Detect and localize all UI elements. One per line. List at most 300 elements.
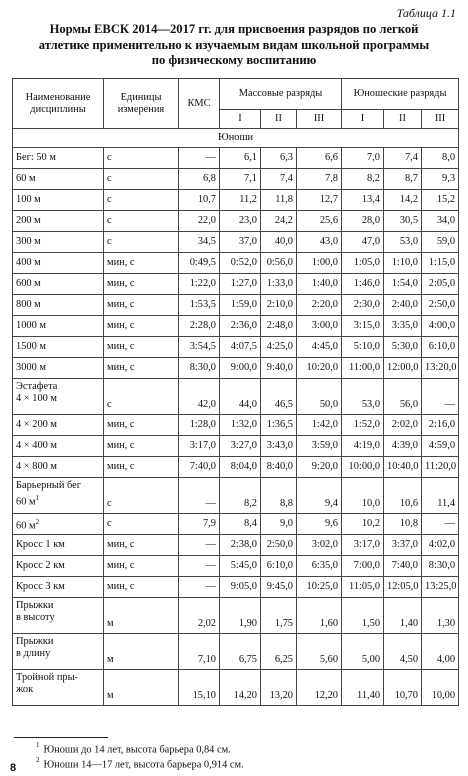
value-cell: 3:17,0 [342, 535, 384, 556]
value-cell: 59,0 [422, 232, 459, 253]
discipline-text: 100 м [16, 194, 41, 205]
value-cell: 9,6 [297, 514, 342, 535]
discipline-text: 800 м [16, 299, 41, 310]
table-row [13, 577, 459, 598]
value-cell: 1,60 [297, 598, 342, 634]
table-row [13, 514, 459, 535]
discipline-line [16, 612, 100, 624]
value-cell: 1:32,0 [220, 415, 261, 436]
value-cell: 22,0 [179, 211, 220, 232]
value-cell: 6,3 [261, 148, 297, 169]
value-cell: 5:45,0 [220, 556, 261, 577]
discipline-line [16, 684, 100, 696]
value-cell: 2:50,0 [422, 295, 459, 316]
value-cell: 53,0 [342, 379, 384, 415]
value-cell: 8,7 [384, 169, 422, 190]
unit-cell: мин, с [104, 253, 179, 274]
discipline-cell [13, 211, 104, 232]
discipline-text: 4 × 200 м [16, 419, 58, 430]
value-cell: 11,8 [261, 190, 297, 211]
norms-table [12, 78, 459, 706]
unit-cell: мин, с [104, 556, 179, 577]
value-cell: 46,5 [261, 379, 297, 415]
value-cell: 7,4 [384, 148, 422, 169]
value-cell: 1:54,0 [384, 274, 422, 295]
footnote [36, 757, 244, 770]
discipline-line [16, 215, 100, 227]
value-cell: — [422, 379, 459, 415]
discipline-line [16, 539, 100, 551]
value-cell: 11:05,0 [342, 577, 384, 598]
discipline-line [16, 672, 100, 684]
discipline-cell [13, 457, 104, 478]
table-row [13, 274, 459, 295]
value-cell: 1:05,0 [342, 253, 384, 274]
discipline-cell [13, 670, 104, 706]
value-cell: 13,4 [342, 190, 384, 211]
value-cell: 4:00,0 [422, 316, 459, 337]
unit-cell: с [104, 169, 179, 190]
value-cell: 8,0 [422, 148, 459, 169]
discipline-line [16, 461, 100, 473]
value-cell: 37,0 [220, 232, 261, 253]
unit-cell: мин, с [104, 358, 179, 379]
unit-cell: мин, с [104, 535, 179, 556]
value-cell: 10:25,0 [297, 577, 342, 598]
value-cell: 8:30,0 [179, 358, 220, 379]
discipline-line [16, 516, 100, 532]
value-cell: 2:30,0 [342, 295, 384, 316]
discipline-text: Кросс 1 км [16, 539, 65, 550]
discipline-text: Кросс 3 км [16, 581, 65, 592]
discipline-cell [13, 295, 104, 316]
value-cell: 11:00,0 [342, 358, 384, 379]
value-cell: 1,30 [422, 598, 459, 634]
discipline-text: в длину [16, 648, 51, 659]
discipline-text: 400 м [16, 257, 41, 268]
footnote-mark: 1 [36, 741, 40, 749]
footnote-ref: 2 [35, 517, 40, 526]
value-cell: 11,2 [220, 190, 261, 211]
discipline-line [16, 440, 100, 452]
value-cell: 11,40 [342, 670, 384, 706]
discipline-line [16, 600, 100, 612]
value-cell: 8,2 [220, 478, 261, 514]
value-cell: 9,3 [422, 169, 459, 190]
value-cell: 13:20,0 [422, 358, 459, 379]
table-row [13, 478, 459, 514]
table-title [14, 22, 454, 69]
table-row [13, 316, 459, 337]
value-cell: 11,4 [422, 478, 459, 514]
value-cell: 8,2 [342, 169, 384, 190]
value-cell: 8,8 [261, 478, 297, 514]
unit-cell: м [104, 634, 179, 670]
discipline-text: Эстафета [16, 381, 58, 392]
header-discipline: Наименование дисциплины [13, 79, 104, 129]
value-cell: 42,0 [179, 379, 220, 415]
value-cell: 10,8 [384, 514, 422, 535]
value-cell: 1,75 [261, 598, 297, 634]
discipline-text: 200 м [16, 215, 41, 226]
discipline-text: 4 × 100 м [16, 393, 58, 404]
value-cell: 0:49,5 [179, 253, 220, 274]
value-cell: 9:00,0 [220, 358, 261, 379]
table-row [13, 211, 459, 232]
value-cell: 9:40,0 [261, 358, 297, 379]
value-cell: 2:48,0 [261, 316, 297, 337]
value-cell: 8:30,0 [422, 556, 459, 577]
table-row [13, 190, 459, 211]
value-cell: 2:05,0 [422, 274, 459, 295]
value-cell: 1,90 [220, 598, 261, 634]
value-cell: 15,10 [179, 670, 220, 706]
value-cell: — [179, 478, 220, 514]
value-cell: 14,2 [384, 190, 422, 211]
value-cell: 10,00 [422, 670, 459, 706]
discipline-line [16, 648, 100, 660]
value-cell: 10,7 [179, 190, 220, 211]
value-cell: 40,0 [261, 232, 297, 253]
footnote-rule [14, 737, 108, 738]
discipline-line [16, 236, 100, 248]
value-cell: 12,20 [297, 670, 342, 706]
value-cell: — [179, 577, 220, 598]
header-kms: КМС [179, 79, 220, 129]
value-cell: 5:10,0 [342, 337, 384, 358]
value-cell: 4:59,0 [422, 436, 459, 457]
value-cell: 9:20,0 [297, 457, 342, 478]
value-cell: 6,8 [179, 169, 220, 190]
value-cell: — [422, 514, 459, 535]
discipline-line [16, 492, 100, 508]
header-rank: I [342, 110, 384, 129]
discipline-cell [13, 598, 104, 634]
discipline-cell [13, 577, 104, 598]
value-cell: 10:00,0 [342, 457, 384, 478]
title-line: атлетике применительно к изучаемым видам школьной программы [38, 37, 430, 52]
header-youth-ranks: Юношеские разряды [342, 79, 459, 110]
discipline-text: 3000 м [16, 362, 46, 373]
value-cell: 1:46,0 [342, 274, 384, 295]
unit-cell: мин, с [104, 337, 179, 358]
discipline-line [16, 278, 100, 290]
value-cell: 28,0 [342, 211, 384, 232]
discipline-text: 4 × 800 м [16, 461, 58, 472]
value-cell: 7,8 [297, 169, 342, 190]
value-cell: 1:42,0 [297, 415, 342, 436]
value-cell: 10:20,0 [297, 358, 342, 379]
value-cell: 8:04,0 [220, 457, 261, 478]
value-cell: 1:59,0 [220, 295, 261, 316]
value-cell: 2:36,0 [220, 316, 261, 337]
discipline-cell [13, 316, 104, 337]
unit-cell: мин, с [104, 316, 179, 337]
value-cell: 4:19,0 [342, 436, 384, 457]
table-row [13, 670, 459, 706]
header-rank: II [384, 110, 422, 129]
discipline-line [16, 257, 100, 269]
value-cell: 15,2 [422, 190, 459, 211]
discipline-line [16, 194, 100, 206]
value-cell: 34,0 [422, 211, 459, 232]
value-cell: 7:40,0 [384, 556, 422, 577]
value-cell: 0:56,0 [261, 253, 297, 274]
value-cell: 1:52,0 [342, 415, 384, 436]
discipline-line [16, 581, 100, 593]
value-cell: 25,6 [297, 211, 342, 232]
header-units: Единицы измерения [104, 79, 179, 129]
value-cell: 3:17,0 [179, 436, 220, 457]
value-cell: 7,9 [179, 514, 220, 535]
value-cell: 14,20 [220, 670, 261, 706]
value-cell: 13:25,0 [422, 577, 459, 598]
discipline-text: Барьерный бег [16, 480, 82, 491]
table-row [13, 436, 459, 457]
discipline-cell [13, 169, 104, 190]
table-row [13, 337, 459, 358]
value-cell: 2:38,0 [220, 535, 261, 556]
table-row [13, 598, 459, 634]
value-cell: 34,5 [179, 232, 220, 253]
discipline-text: 300 м [16, 236, 41, 247]
table-row [13, 148, 459, 169]
unit-cell: с [104, 211, 179, 232]
value-cell: 23,0 [220, 211, 261, 232]
value-cell: 2,02 [179, 598, 220, 634]
value-cell: 1:40,0 [297, 274, 342, 295]
unit-cell: мин, с [104, 436, 179, 457]
discipline-cell [13, 634, 104, 670]
value-cell: 6,25 [261, 634, 297, 670]
discipline-cell [13, 379, 104, 415]
footnote [36, 742, 231, 755]
value-cell: 0:52,0 [220, 253, 261, 274]
discipline-cell [13, 337, 104, 358]
value-cell: 7,1 [220, 169, 261, 190]
value-cell: 2:16,0 [422, 415, 459, 436]
value-cell: 3:02,0 [297, 535, 342, 556]
discipline-cell [13, 514, 104, 535]
value-cell: — [179, 556, 220, 577]
table-row [13, 253, 459, 274]
value-cell: 44,0 [220, 379, 261, 415]
footnote-ref: 1 [35, 494, 40, 502]
value-cell: 1:27,0 [220, 274, 261, 295]
value-cell: 1,50 [342, 598, 384, 634]
discipline-line [16, 152, 100, 164]
value-cell: 2:02,0 [384, 415, 422, 436]
discipline-text: Прыжки [16, 600, 54, 611]
value-cell: 53,0 [384, 232, 422, 253]
value-cell: 2:10,0 [261, 295, 297, 316]
discipline-cell [13, 274, 104, 295]
value-cell: 6:10,0 [422, 337, 459, 358]
discipline-text: 60 м [16, 520, 36, 532]
value-cell: 12,7 [297, 190, 342, 211]
header-rank: III [422, 110, 459, 129]
value-cell: 10,70 [384, 670, 422, 706]
discipline-cell [13, 436, 104, 457]
discipline-line [16, 362, 100, 374]
value-cell: 2:28,0 [179, 316, 220, 337]
value-cell: 8,4 [220, 514, 261, 535]
value-cell: 9:45,0 [261, 577, 297, 598]
unit-cell: с [104, 148, 179, 169]
table-row [13, 295, 459, 316]
unit-cell: с [104, 379, 179, 415]
value-cell: 6:35,0 [297, 556, 342, 577]
value-cell: 12:05,0 [384, 577, 422, 598]
table-row [13, 358, 459, 379]
group-label: Юноши [13, 129, 459, 148]
table-row [13, 457, 459, 478]
value-cell: 7:40,0 [179, 457, 220, 478]
discipline-line [16, 341, 100, 353]
discipline-line [16, 560, 100, 572]
table-row [13, 232, 459, 253]
unit-cell: с [104, 190, 179, 211]
discipline-line [16, 299, 100, 311]
value-cell: 3:37,0 [384, 535, 422, 556]
discipline-cell [13, 556, 104, 577]
discipline-line [16, 636, 100, 648]
value-cell: 13,20 [261, 670, 297, 706]
value-cell: 1:28,0 [179, 415, 220, 436]
footnote-text: Юноши до 14 лет, высота барьера 0,84 см. [43, 744, 231, 756]
discipline-text: Прыжки [16, 636, 54, 647]
title-line: по физическому воспитанию [151, 53, 317, 67]
value-cell: 12:00,0 [384, 358, 422, 379]
value-cell: 3:43,0 [261, 436, 297, 457]
value-cell: 10,0 [342, 478, 384, 514]
value-cell: 2:40,0 [384, 295, 422, 316]
unit-cell: мин, с [104, 274, 179, 295]
value-cell: 47,0 [342, 232, 384, 253]
value-cell: 1,40 [384, 598, 422, 634]
discipline-text: 600 м [16, 278, 41, 289]
value-cell: — [179, 148, 220, 169]
value-cell: 3:35,0 [384, 316, 422, 337]
table-row [13, 379, 459, 415]
value-cell: 3:00,0 [297, 316, 342, 337]
discipline-text: 60 м [16, 496, 36, 508]
value-cell: 6:10,0 [261, 556, 297, 577]
discipline-text: Кросс 2 км [16, 560, 65, 571]
page-number: 8 [10, 762, 17, 774]
discipline-text: 4 × 400 м [16, 440, 58, 451]
value-cell: 1:10,0 [384, 253, 422, 274]
discipline-text: Тройной пры- [16, 672, 79, 683]
unit-cell: мин, с [104, 295, 179, 316]
value-cell: 11:20,0 [422, 457, 459, 478]
discipline-text: 1000 м [16, 320, 46, 331]
value-cell: 6,1 [220, 148, 261, 169]
unit-cell: мин, с [104, 457, 179, 478]
discipline-line [16, 480, 100, 492]
table-row [13, 556, 459, 577]
value-cell: 7,0 [342, 148, 384, 169]
discipline-cell [13, 478, 104, 514]
value-cell: 9,4 [297, 478, 342, 514]
value-cell: 4:07,5 [220, 337, 261, 358]
value-cell: 5:30,0 [384, 337, 422, 358]
value-cell: 1:33,0 [261, 274, 297, 295]
value-cell: 1:36,5 [261, 415, 297, 436]
discipline-cell [13, 232, 104, 253]
discipline-line [16, 381, 100, 393]
value-cell: — [179, 535, 220, 556]
unit-cell: с [104, 478, 179, 514]
value-cell: 6,75 [220, 634, 261, 670]
value-cell: 7,4 [261, 169, 297, 190]
value-cell: 10:40,0 [384, 457, 422, 478]
header-mass-ranks: Массовые разряды [220, 79, 342, 110]
title-line: Нормы ЕВСК 2014—2017 гг. для присвоения разрядов по легкой [49, 22, 419, 36]
discipline-line [16, 173, 100, 185]
value-cell: 30,5 [384, 211, 422, 232]
value-cell: 6,6 [297, 148, 342, 169]
value-cell: 10,2 [342, 514, 384, 535]
value-cell: 3:15,0 [342, 316, 384, 337]
discipline-text: 1500 м [16, 341, 46, 352]
table-row [13, 535, 459, 556]
unit-cell: м [104, 598, 179, 634]
discipline-cell [13, 535, 104, 556]
unit-cell: с [104, 514, 179, 535]
header-rank: I [220, 110, 261, 129]
value-cell: 50,0 [297, 379, 342, 415]
table-row [13, 169, 459, 190]
discipline-cell [13, 148, 104, 169]
value-cell: 1:22,0 [179, 274, 220, 295]
value-cell: 56,0 [384, 379, 422, 415]
footnote-mark: 2 [36, 756, 40, 764]
value-cell: 1:53,5 [179, 295, 220, 316]
discipline-line [16, 393, 100, 405]
value-cell: 3:54,5 [179, 337, 220, 358]
value-cell: 3:27,0 [220, 436, 261, 457]
value-cell: 5,00 [342, 634, 384, 670]
footnote-text: Юноши 14—17 лет, высота барьера 0,914 см. [43, 759, 244, 771]
discipline-text: 60 м [16, 173, 36, 184]
value-cell: 1:00,0 [297, 253, 342, 274]
value-cell: 2:20,0 [297, 295, 342, 316]
discipline-cell [13, 190, 104, 211]
unit-cell: мин, с [104, 415, 179, 436]
value-cell: 3:59,0 [297, 436, 342, 457]
discipline-line [16, 419, 100, 431]
value-cell: 4,50 [384, 634, 422, 670]
value-cell: 24,2 [261, 211, 297, 232]
value-cell: 4:25,0 [261, 337, 297, 358]
header-rank: III [297, 110, 342, 129]
value-cell: 4:39,0 [384, 436, 422, 457]
value-cell: 9,0 [261, 514, 297, 535]
discipline-cell [13, 253, 104, 274]
table-row [13, 634, 459, 670]
value-cell: 7:00,0 [342, 556, 384, 577]
value-cell: 8:40,0 [261, 457, 297, 478]
discipline-text: жок [16, 684, 34, 695]
discipline-cell [13, 415, 104, 436]
discipline-line [16, 320, 100, 332]
value-cell: 43,0 [297, 232, 342, 253]
table-body [13, 129, 459, 706]
discipline-text: Бег: 50 м [16, 152, 56, 163]
table-label: Таблица 1.1 [396, 6, 456, 20]
value-cell: 7,10 [179, 634, 220, 670]
